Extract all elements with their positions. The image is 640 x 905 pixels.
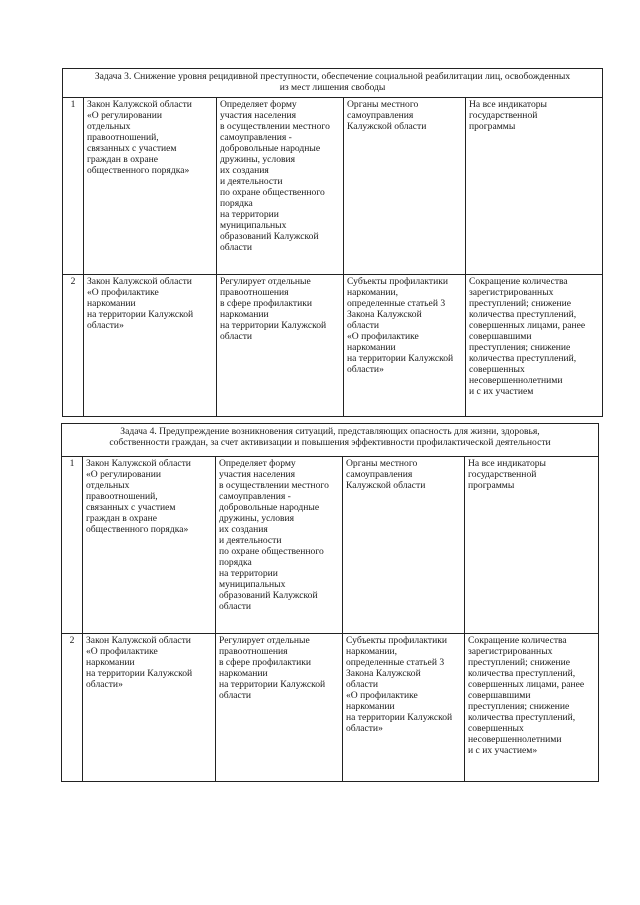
table-row: [62, 457, 599, 634]
subjects-cell: Субъекты профилактики наркомании, определенные статьей 3 Закона Калужской области «О профилактике наркомании на территории Калужской области»: [344, 275, 466, 417]
table-row: [63, 98, 603, 275]
measures-table-task-4: [61, 423, 599, 782]
measures-table-task-3: [62, 68, 603, 417]
indicators-cell: На все индикаторы государственной программы: [466, 98, 603, 275]
row-number: 2: [62, 634, 83, 782]
task-4-heading: Задача 4. Предупреждение возникновения ситуаций, представляющих опасность для жизни, здоровья, собственности граждан, за счет активизации и повышения эффективности профилактической деятельности: [62, 424, 599, 457]
law-cell: Закон Калужской области «О профилактике наркомании на территории Калужской области»: [83, 634, 216, 782]
table-row: [63, 275, 603, 417]
task-3-heading: Задача 3. Снижение уровня рецидивной преступности, обеспечение социальной реабилитации лиц, освобожденных из мест лишения свободы: [63, 69, 603, 98]
row-number: 1: [63, 98, 84, 275]
row-number: 1: [62, 457, 83, 634]
indicators-cell: На все индикаторы государственной программы: [465, 457, 599, 634]
law-cell: Закон Калужской области «О профилактике наркомании на территории Калужской области»: [84, 275, 217, 417]
task-header-row: [62, 424, 599, 457]
regulation-cell: Регулирует отдельные правоотношения в сфере профилактики наркомании на территории Калужской области: [217, 275, 344, 417]
subjects-cell: Органы местного самоуправления Калужской области: [344, 98, 466, 275]
regulation-cell: Регулирует отдельные правоотношения в сфере профилактики наркомании на территории Калужской области: [216, 634, 343, 782]
subjects-cell: Органы местного самоуправления Калужской области: [343, 457, 465, 634]
table-row: [62, 634, 599, 782]
row-number: 2: [63, 275, 84, 417]
indicators-cell: Сокращение количества зарегистрированных преступлений; снижение количества преступлений, совершенных лицами, ранее совершавшими преступления; снижение количества преступлений, совершенных несовершеннолетними и с их участием: [466, 275, 603, 417]
task-header-row: [63, 69, 603, 98]
regulation-cell: Определяет форму участия населения в осуществлении местного самоуправления - добровольные народные дружины, условия их создания и деятельности по охране общественного порядка на территории муниципальных образований Калужской области: [217, 98, 344, 275]
indicators-cell: Сокращение количества зарегистрированных преступлений; снижение количества преступлений, совершенных лицами, ранее совершавшими преступления; снижение количества преступлений, совершенных несовершеннолетними и с их участием»: [465, 634, 599, 782]
subjects-cell: Субъекты профилактики наркомании, определенные статьей 3 Закона Калужской области «О профилактике наркомании на территории Калужской области»: [343, 634, 465, 782]
regulation-cell: Определяет форму участия населения в осуществлении местного самоуправления - добровольные народные дружины, условия их создания и деятельности по охране общественного порядка на территории муниципальных образований Калужской области: [216, 457, 343, 634]
law-cell: Закон Калужской области «О регулировании отдельных правоотношений, связанных с участием граждан в охране общественного порядка»: [84, 98, 217, 275]
law-cell: Закон Калужской области «О регулировании отдельных правоотношений, связанных с участием граждан в охране общественного порядка»: [83, 457, 216, 634]
